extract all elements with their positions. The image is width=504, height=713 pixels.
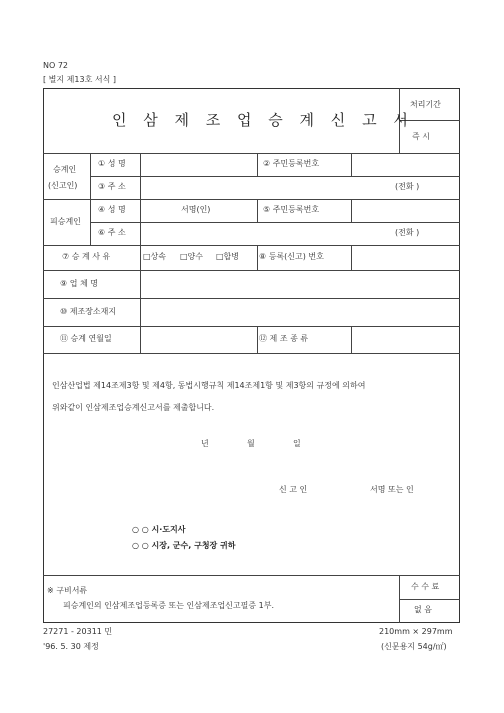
predecessor-name-label: ④ 성 명: [98, 205, 126, 214]
successor-name-label: ① 성 명: [98, 159, 126, 168]
statement-line-2: 위와같이 인삼제조업승계신고서를 제출합니다.: [52, 403, 215, 412]
reason-label: ⑦ 승 계 사 유: [62, 252, 111, 261]
required-docs-title: ※ 구비서류: [47, 586, 88, 595]
reporter-sign: 서명 또는 인: [370, 485, 414, 494]
footer-code: 27271 - 20311 민: [43, 627, 113, 636]
fee-value: 없 음: [414, 605, 432, 614]
date-year: 년: [201, 439, 209, 448]
footer-paper: (신문용지 54g/㎡): [381, 642, 447, 651]
footer-date: '96. 5. 30 제정: [43, 642, 99, 651]
addressee-mayor: ○ ○ 시장, 군수, 구청장 귀하: [132, 541, 236, 550]
processing-period-label: 처리기간: [410, 100, 441, 109]
registration-number-label: ⑧ 등록(신고) 번호: [259, 252, 324, 261]
successor-sublabel: (신고인): [48, 181, 78, 190]
reporter-label: 신 고 인: [279, 485, 308, 494]
addressee-governor: ○ ○ 시·도지사: [132, 525, 186, 534]
date-month: 월: [247, 439, 255, 448]
statement-line-1: 인삼산업법 제14조제3항 및 제4항, 동법시행규칙 제14조제1항 및 제3항의 규정에 의하여: [52, 381, 366, 390]
reason-inheritance-checkbox[interactable]: □상속: [143, 252, 167, 261]
factory-location-label: ⑩ 제조장소재지: [60, 307, 117, 316]
successor-id-label: ② 주민등록번호: [263, 159, 320, 168]
date-day: 일: [293, 439, 301, 448]
reason-merger-checkbox[interactable]: □합병: [216, 252, 240, 261]
successor-phone-field: (전화 ): [395, 182, 420, 191]
successor-label: 승계인: [53, 165, 77, 174]
annex-label: [ 별지 제13호 서식 ]: [43, 75, 116, 84]
processing-period-value: 즉 시: [412, 132, 430, 141]
predecessor-phone-field: (전화 ): [395, 228, 420, 237]
reason-transfer-checkbox[interactable]: □양수: [180, 252, 204, 261]
predecessor-signature: 서명(인): [181, 205, 211, 214]
product-type-label: ⑫ 제 조 종 류: [259, 334, 309, 343]
form-number: NO 72: [43, 61, 69, 70]
required-docs-item: 피승계인의 인삼제조업등록증 또는 인삼제조업신고필증 1부.: [63, 601, 275, 610]
fee-label: 수 수 료: [411, 582, 440, 591]
business-name-label: ⑨ 업 체 명: [60, 279, 98, 288]
predecessor-address-label: ⑥ 주 소: [98, 228, 126, 237]
footer-size: 210mm × 297mm: [379, 627, 453, 636]
form-frame: [43, 88, 460, 623]
predecessor-label: 피승계인: [50, 217, 81, 226]
successor-address-label: ③ 주 소: [98, 182, 126, 191]
predecessor-id-label: ⑤ 주민등록번호: [263, 205, 320, 214]
form-title: 인 삼 제 조 업 승 계 신 고 서: [112, 111, 414, 129]
succession-date-label: ⑪ 승계 연월일: [60, 334, 112, 343]
